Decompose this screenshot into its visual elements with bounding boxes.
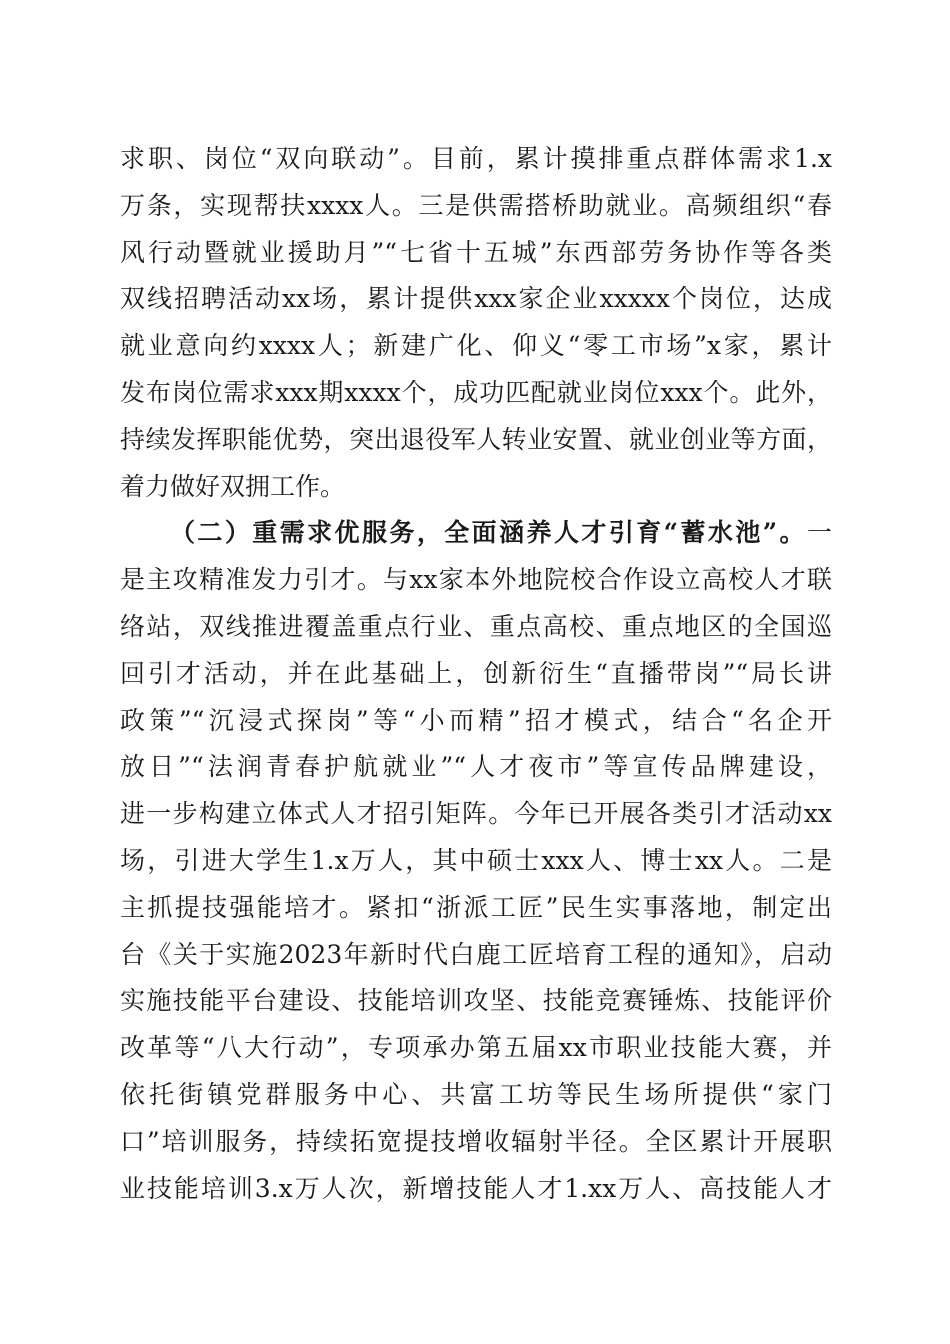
text-line: 主抓提技强能培才。紧扣“浙派工匠”民生实事落地，制定出 (120, 892, 832, 922)
text-line: 双线招聘活动xx场，累计提供xxx家企业xxxxx个岗位，达成 (120, 284, 832, 314)
text-line: 回引才活动，并在此基础上，创新衍生“直播带岗”“局长讲 (120, 658, 832, 688)
text-line: 依托街镇党群服务中心、共富工坊等民生场所提供“家门 (120, 1079, 832, 1109)
section-heading: （二）重需求优服务，全面涵养人才引育“蓄水池”。 (170, 518, 807, 548)
text-line: 实施技能平台建设、技能培训攻坚、技能竞赛锤炼、技能评价 (120, 986, 832, 1016)
text-line: 络站，双线推进覆盖重点行业、重点高校、重点地区的全国巡 (120, 611, 832, 641)
body-text (120, 136, 832, 1212)
text-line: 放日”“法润青春护航就业”“人才夜市”等宣传品牌建设， (120, 752, 832, 782)
text-line: 改革等“八大行动”，专项承办第五届xx市职业技能大赛，并 (120, 1033, 832, 1063)
text-line: 求职、岗位“双向联动”。目前，累计摸排重点群体需求1.x (120, 144, 832, 173)
text-line: 场，引进大学生1.x万人，其中硕士xxx人、博士xx人。二是 (120, 845, 832, 875)
heading-line-tail: 一 (806, 518, 832, 548)
text-line: 是主攻精准发力引才。与xx家本外地院校合作设立高校人才联 (120, 565, 832, 595)
text-line: 进一步构建立体式人才招引矩阵。今年已开展各类引才活动xx (120, 799, 832, 829)
text-line: 持续发挥职能优势，突出退役军人转业安置、就业创业等方面， (120, 424, 832, 454)
text-line: 风行动暨就业援助月”“七省十五城”东西部劳务协作等各类 (120, 237, 832, 267)
text-line: 着力做好双拥工作。 (120, 471, 346, 501)
text-line: 口”培训服务，持续拓宽提技增收辐射半径。全区累计开展职 (120, 1126, 832, 1156)
text-line: 政策”“沉浸式探岗”等“小而精”招才模式，结合“名企开 (120, 705, 832, 735)
text-line: 就业意向约xxxx人；新建广化、仰义“零工市场”x家，累计 (120, 331, 832, 361)
text-line: 台《关于实施2023年新时代白鹿工匠培育工程的通知》，启动 (120, 939, 832, 969)
text-line: 业技能培训3.x万人次，新增技能人才1.xx万人、高技能人才 (120, 1173, 832, 1203)
section-heading-line (120, 510, 832, 557)
text-line: 发布岗位需求xxx期xxxx个，成功匹配就业岗位xxx个。此外， (120, 377, 832, 407)
text-line: 万条，实现帮扶xxxx人。三是供需搭桥助就业。高频组织“春 (120, 190, 832, 220)
